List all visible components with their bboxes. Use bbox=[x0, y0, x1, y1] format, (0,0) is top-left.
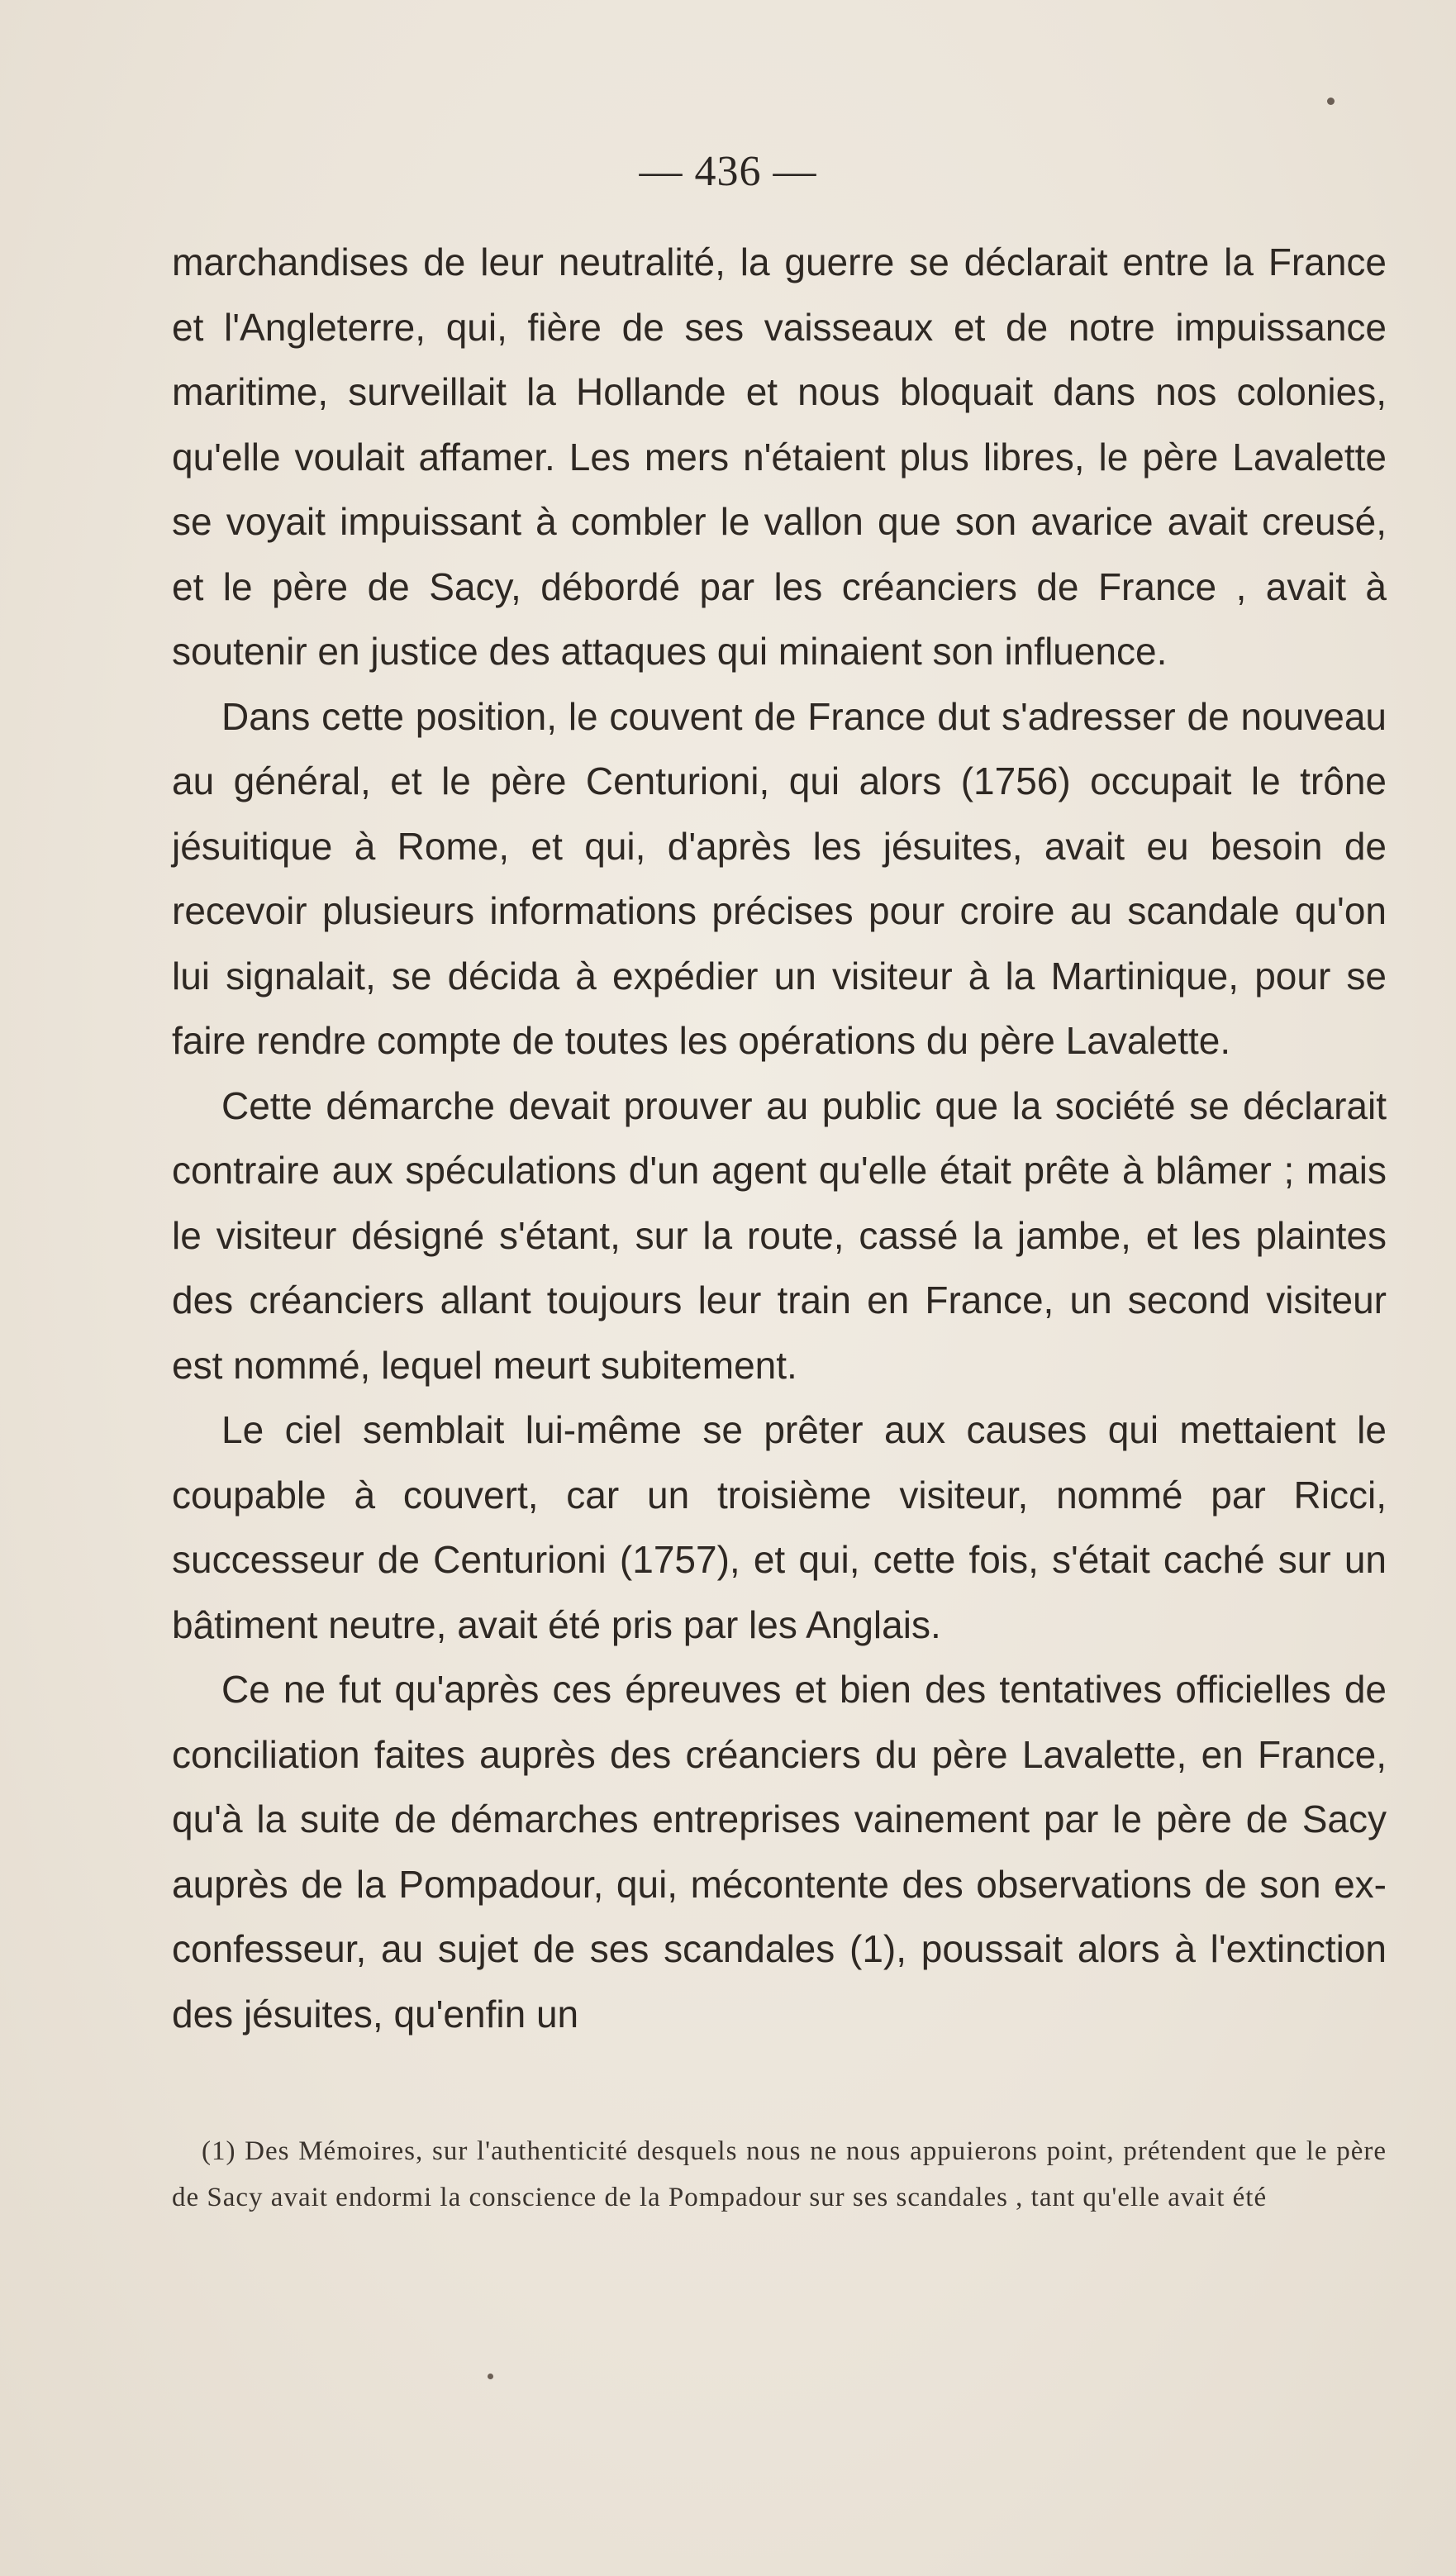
paragraph: Ce ne fut qu'après ces épreuves et bien des tentatives officielles de conciliation faites auprès des créanciers du père Lavalette, en France, qu'à la suite de démarches entreprises vainement par le père de Sacy auprès de la Pompadour, qui, mécontente des observations de son ex-confesseur, au sujet de ses scandales (1), poussait alors à l'extinction des jésuites, qu'enfin un bbox=[172, 1668, 1387, 2036]
paragraph: Cette démarche devait prouver au public que la société se déclarait contraire aux spéculations d'un agent qu'elle était prête à blâmer ; mais le visiteur désigné s'étant, sur la route, cassé la jambe, et les plaintes des créanciers allant toujours leur train en France, un second visiteur est nommé, lequel meurt subitement. bbox=[172, 1083, 1387, 1387]
footnote bbox=[172, 2128, 1387, 2221]
footnote-text: (1) Des Mémoires, sur l'authenticité desquels nous ne nous appuierons point, prétendent que le père de Sacy avait endormi la conscience de la Pompadour sur ses scandales , tant qu'elle avait été bbox=[172, 2136, 1387, 2212]
ink-speck bbox=[488, 2374, 493, 2379]
paragraph: Dans cette position, le couvent de France dut s'adresser de nouveau au général, et le père Centurioni, qui alors (1756) occupait le trône jésuitique à Rome, et qui, d'après les jésuites, avait eu besoin de recevoir plusieurs informations précises pour croire au scandale qu'on lui signalait, se décida à expédier un visiteur à la Martinique, pour se faire rendre compte de toutes les opérations du père Lavalette. bbox=[172, 694, 1387, 1062]
ink-speck bbox=[1327, 98, 1335, 105]
page-number: — 436 — bbox=[639, 148, 817, 195]
paragraph: Le ciel semblait lui-même se prêter aux causes qui mettaient le coupable à couvert, car un troisième visiteur, nommé par Ricci, successeur de Centurioni (1757), et qui, cette fois, s'était caché sur un bâtiment neutre, avait été pris par les Anglais. bbox=[172, 1408, 1387, 1646]
paragraph: marchandises de leur neutralité, la guerre se déclarait entre la France et l'Angleterre, qui, fière de ses vaisseaux et de notre impuissance maritime, surveillait la Hollande et nous bloquait dans nos colonies, qu'elle voulait affamer. Les mers n'étaient plus libres, le père Lavalette se voyait impuissant à combler le vallon que son avarice avait creusé, et le père de Sacy, débordé par les créanciers de France , avait à soutenir en justice des attaques qui minaient son influence. bbox=[172, 240, 1387, 673]
main-text bbox=[172, 230, 1387, 2046]
